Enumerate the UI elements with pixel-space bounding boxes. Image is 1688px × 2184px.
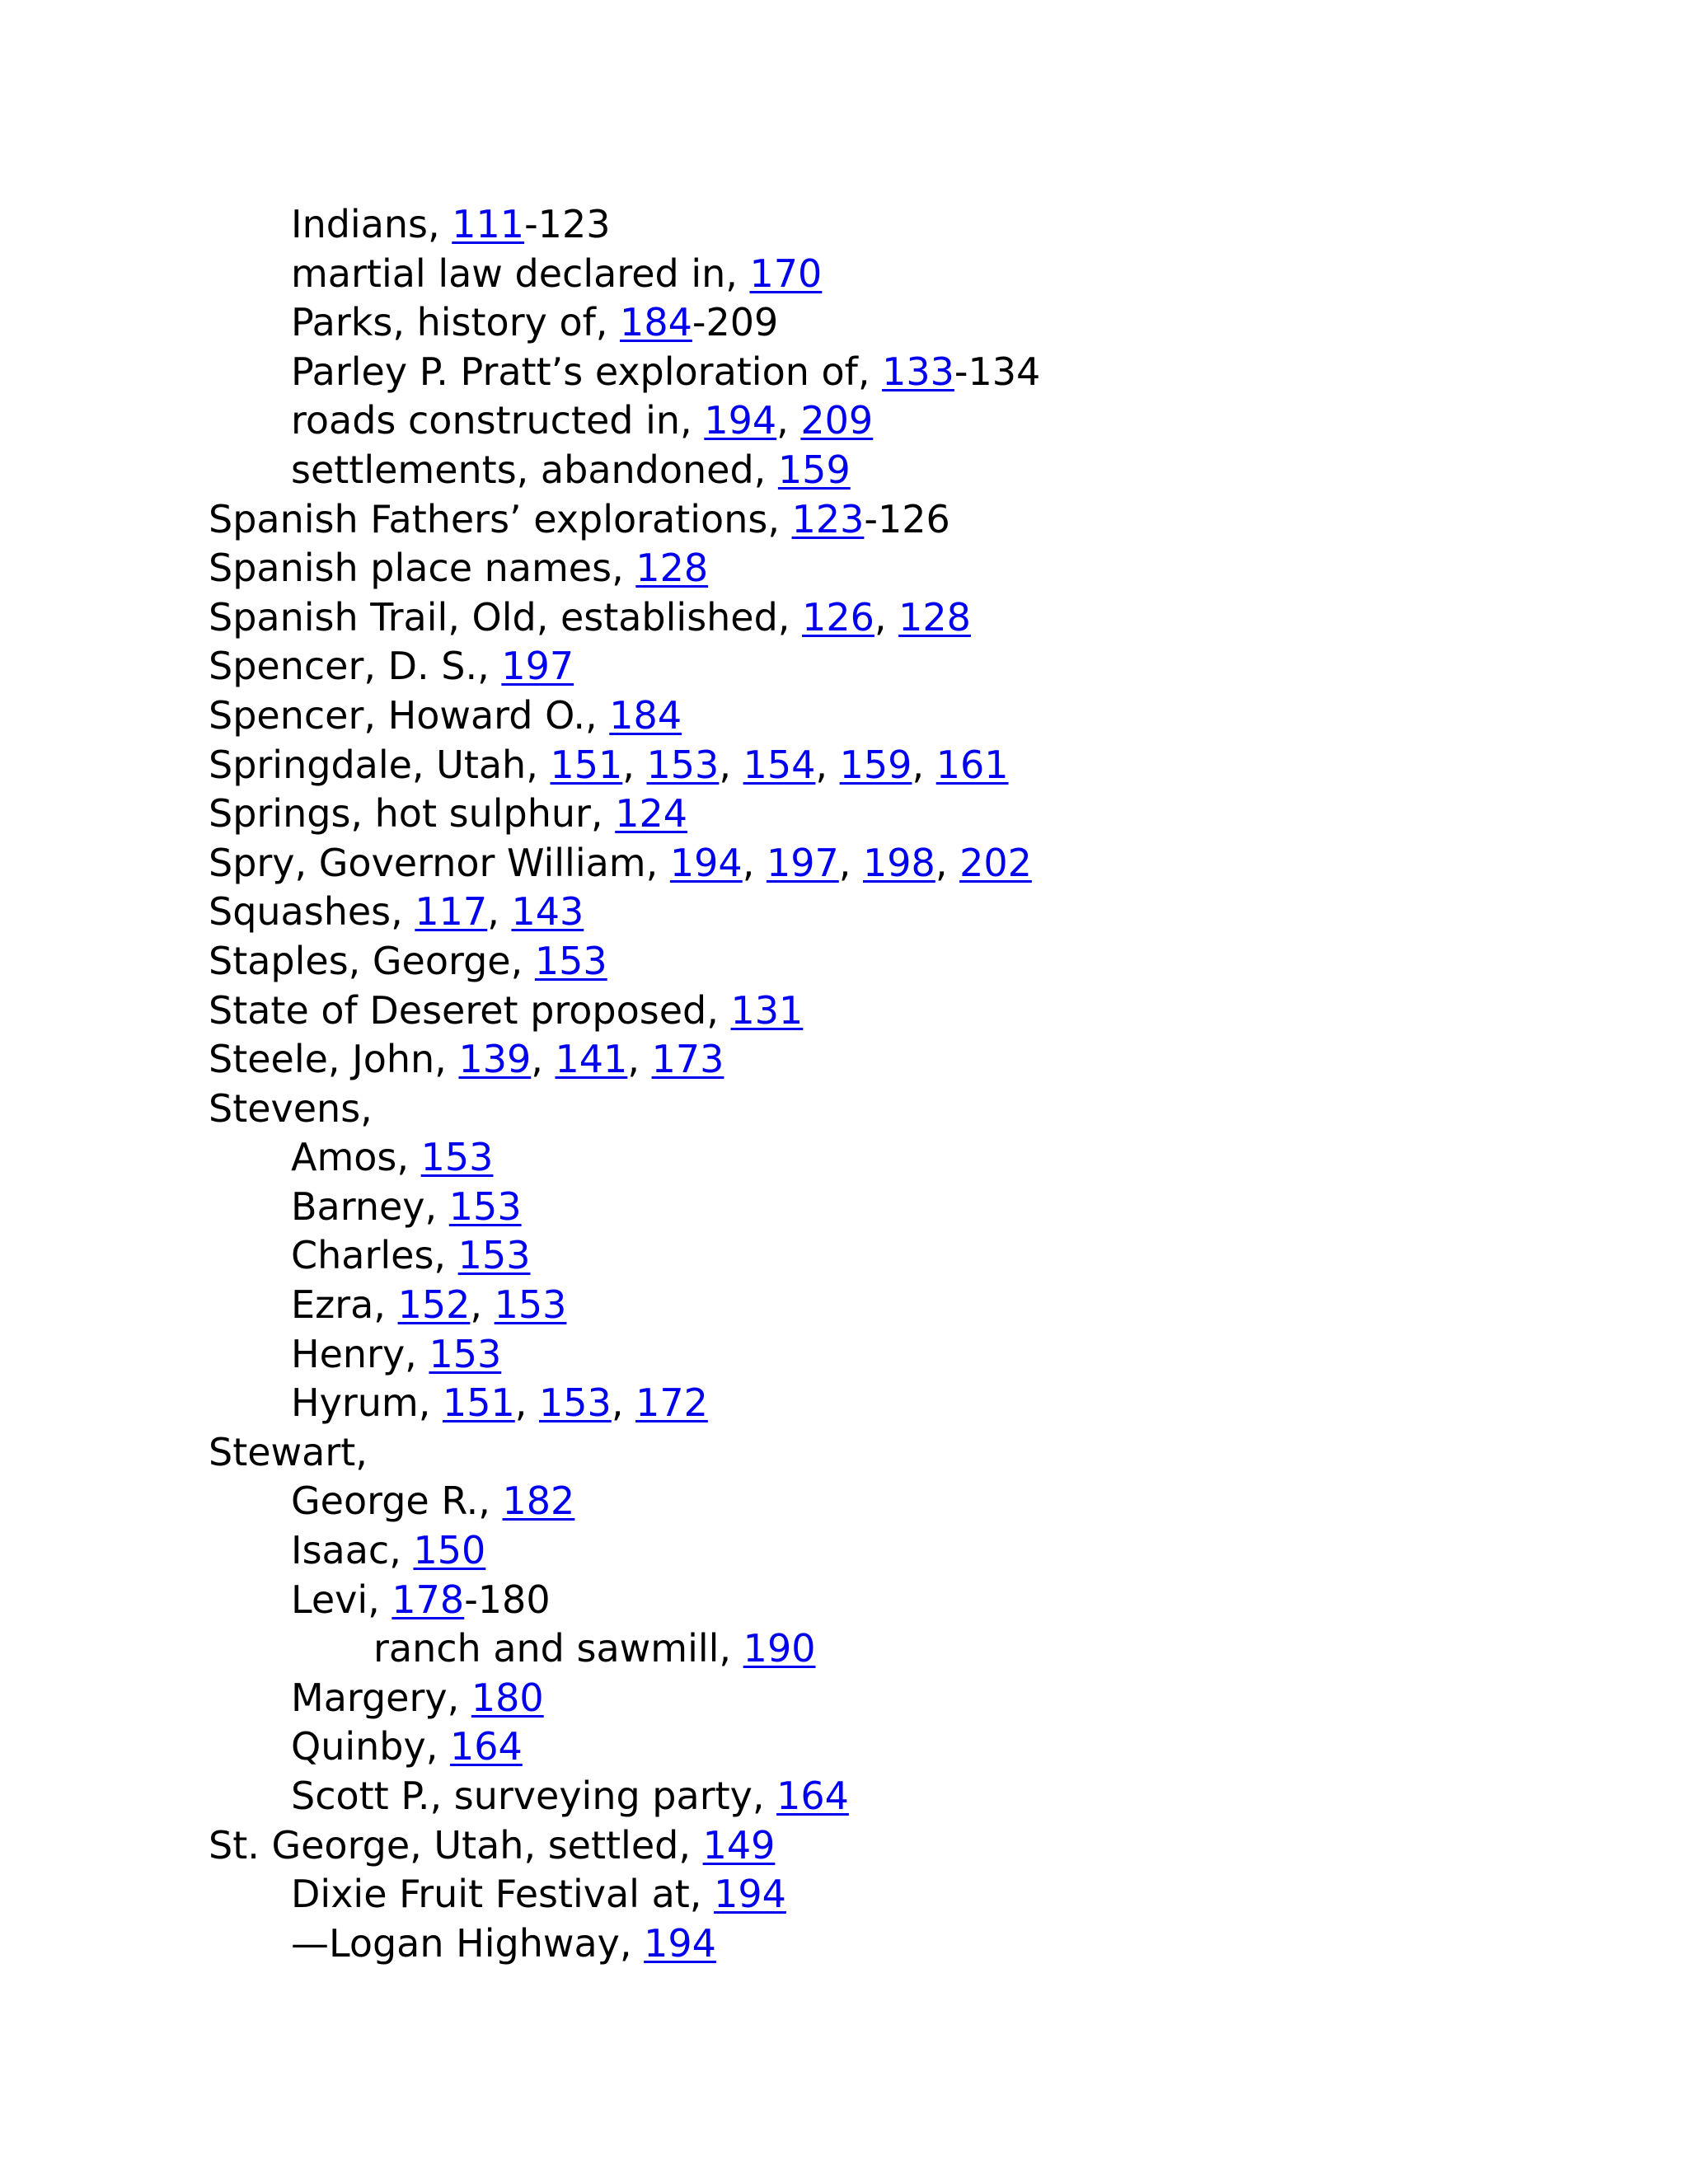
index-term: Steele, John, [209,1037,459,1082]
index-entry [209,1428,1040,1478]
index-term: Henry, [291,1331,429,1376]
index-term: Staples, George, [209,938,535,983]
index-subentry [209,1722,1040,1772]
index-entry [209,741,1040,790]
page-range-text: , [514,1380,539,1426]
index-subentry [209,348,1040,397]
page-range-text: , [935,840,960,885]
index-subentry [209,396,1040,446]
index-term: Spry, Governor William, [209,840,670,885]
index-entry [209,888,1040,937]
index-term: martial law declared in, [291,251,750,296]
index-subentry [209,1624,1040,1674]
page-range-text: -134 [954,349,1041,394]
page-number-link[interactable]: 123 [791,496,865,541]
index-term: George R., [291,1479,503,1524]
index-term: Hyrum, [291,1380,443,1426]
page-number-link[interactable]: 117 [415,889,488,935]
index-term: Ezra, [291,1282,398,1328]
page-number-link[interactable]: 170 [749,251,823,296]
page-number-link[interactable]: 159 [777,447,851,492]
page-range-text: -180 [464,1577,551,1622]
page-number-link[interactable]: 128 [635,546,709,591]
index-subentry [209,1576,1040,1625]
index-entry [209,544,1040,593]
index-term: State of Deseret proposed, [209,987,731,1033]
page-number-link[interactable]: 141 [555,1037,628,1082]
index-term: Scott P., surveying party, [291,1774,777,1818]
index-subentry [209,1231,1040,1281]
index-term: settlements, abandoned, [291,447,778,492]
index-entry [209,937,1040,987]
page-number-link[interactable]: 184 [620,300,692,345]
index-term: ranch and sawmill, [373,1626,743,1671]
page-range-text: -126 [864,496,950,541]
page-number-link[interactable]: 197 [766,840,839,885]
index-term: Spanish Fathers’ explorations, [209,496,792,541]
index-subentry [209,200,1040,250]
index-term: Squashes, [209,889,415,935]
index-term: Springs, hot sulphur, [209,791,616,837]
page-number-link[interactable]: 133 [882,349,954,394]
index-entry [209,790,1040,839]
index-term: roads constructed in, [291,398,705,443]
page-number-link[interactable]: 153 [420,1135,494,1180]
page-number-link[interactable]: 131 [730,987,804,1033]
index-term: —Logan Highway, [291,1920,645,1966]
page-number-link[interactable]: 194 [714,1872,786,1917]
index-subentry [209,1919,1040,1969]
page-range-text: -123 [524,202,611,246]
page-number-link[interactable]: 209 [800,398,874,443]
page-number-link[interactable]: 151 [442,1380,515,1426]
page-number-link[interactable]: 150 [413,1528,486,1573]
page-range-text: , [912,742,936,787]
page-range-text: , [742,840,767,885]
index-term: Parks, history of, [291,300,621,345]
page-number-link[interactable]: 197 [501,644,574,689]
index-term: Levi, [291,1577,392,1622]
page-number-link[interactable]: 143 [511,889,584,935]
page-range-text: -209 [692,300,779,345]
index-entry [209,691,1040,741]
page-number-link[interactable]: 173 [651,1037,724,1082]
page-number-link[interactable]: 139 [458,1037,532,1082]
index-term: Spanish place names, [209,546,636,591]
index-entry [209,642,1040,691]
index-subentry [209,446,1040,495]
page-number-link[interactable]: 164 [776,1774,849,1818]
index-term: Parley P. Pratt’s exploration of, [291,349,883,394]
index-term: Isaac, [291,1528,414,1573]
index-term: Amos, [291,1135,421,1180]
page-number-link[interactable]: 153 [494,1282,567,1328]
index-subentry [209,1674,1040,1723]
index-term: Spencer, D. S., [209,644,502,689]
index-term: Charles, [291,1233,458,1278]
page-number-link[interactable]: 153 [429,1331,502,1376]
page-number-link[interactable]: 161 [935,742,1009,787]
index-entry-list [209,200,1040,1968]
page-number-link[interactable]: 124 [615,791,687,837]
page-number-link[interactable]: 111 [452,202,525,246]
page-number-link[interactable]: 184 [609,692,682,738]
page-number-link[interactable]: 190 [743,1626,816,1671]
page-number-link[interactable]: 151 [550,742,623,787]
index-subentry [209,1330,1040,1380]
page-range-text: , [487,889,512,935]
page-range-text: , [815,742,840,787]
page-range-text: , [874,594,899,640]
index-subentry [209,1281,1040,1330]
index-term: Stewart, [209,1429,368,1474]
index-term: Indians, [291,202,452,246]
index-term: Spanish Trail, Old, established, [209,594,803,640]
page-range-text: , [611,1380,636,1426]
index-term: Spencer, Howard O., [209,692,610,738]
index-entry [209,987,1040,1036]
index-term: Springdale, Utah, [209,742,551,787]
page-number-link[interactable]: 153 [646,742,720,787]
page-number-link[interactable]: 126 [802,594,874,640]
index-entry [209,1085,1040,1134]
index-subentry [209,1133,1040,1183]
index-entry [209,1035,1040,1085]
page-number-link[interactable]: 128 [898,594,971,640]
index-term: Barney, [291,1183,449,1229]
index-subentry [209,1772,1040,1821]
page-number-link[interactable]: 149 [702,1822,776,1868]
page-number-link[interactable]: 153 [534,938,607,983]
page-range-text: , [838,840,863,885]
page-number-link[interactable]: 194 [644,1920,716,1966]
index-subentry [209,1183,1040,1232]
index-term: Dixie Fruit Festival at, [291,1872,715,1917]
page-number-link[interactable]: 159 [839,742,912,787]
page-range-text: , [776,398,801,443]
page-number-link[interactable]: 180 [471,1675,544,1720]
page-number-link[interactable]: 153 [457,1233,531,1278]
page-range-text: , [622,742,647,787]
page-number-link[interactable]: 153 [539,1380,612,1426]
page-number-link[interactable]: 178 [392,1577,465,1622]
index-term: St. George, Utah, settled, [209,1822,703,1868]
page-range-text: , [627,1037,652,1082]
index-subentry [209,250,1040,299]
page-range-text: , [470,1282,495,1328]
index-entry [209,495,1040,545]
page-number-link[interactable]: 194 [669,840,743,885]
index-term: Stevens, [209,1085,373,1131]
index-subentry [209,1379,1040,1428]
index-term: Quinby, [291,1724,450,1769]
index-entry [209,1821,1040,1871]
index-entry [209,839,1040,888]
index-subentry [209,298,1040,348]
index-term: Margery, [291,1675,471,1720]
page-number-link[interactable]: 182 [502,1479,575,1524]
index-entry [209,593,1040,643]
page-range-text: , [719,742,743,787]
index-subentry [209,1477,1040,1526]
page-number-link[interactable]: 154 [743,742,816,787]
page-number-link[interactable]: 202 [959,840,1032,885]
page-range-text: , [531,1037,556,1082]
page-number-link[interactable]: 194 [704,398,777,443]
page-number-link[interactable]: 172 [635,1380,708,1426]
page-number-link[interactable]: 198 [863,840,935,885]
page-number-link[interactable]: 153 [448,1183,522,1229]
index-subentry [209,1526,1040,1576]
page-number-link[interactable]: 164 [449,1724,523,1769]
page-number-link[interactable]: 152 [397,1282,471,1328]
index-subentry [209,1870,1040,1919]
